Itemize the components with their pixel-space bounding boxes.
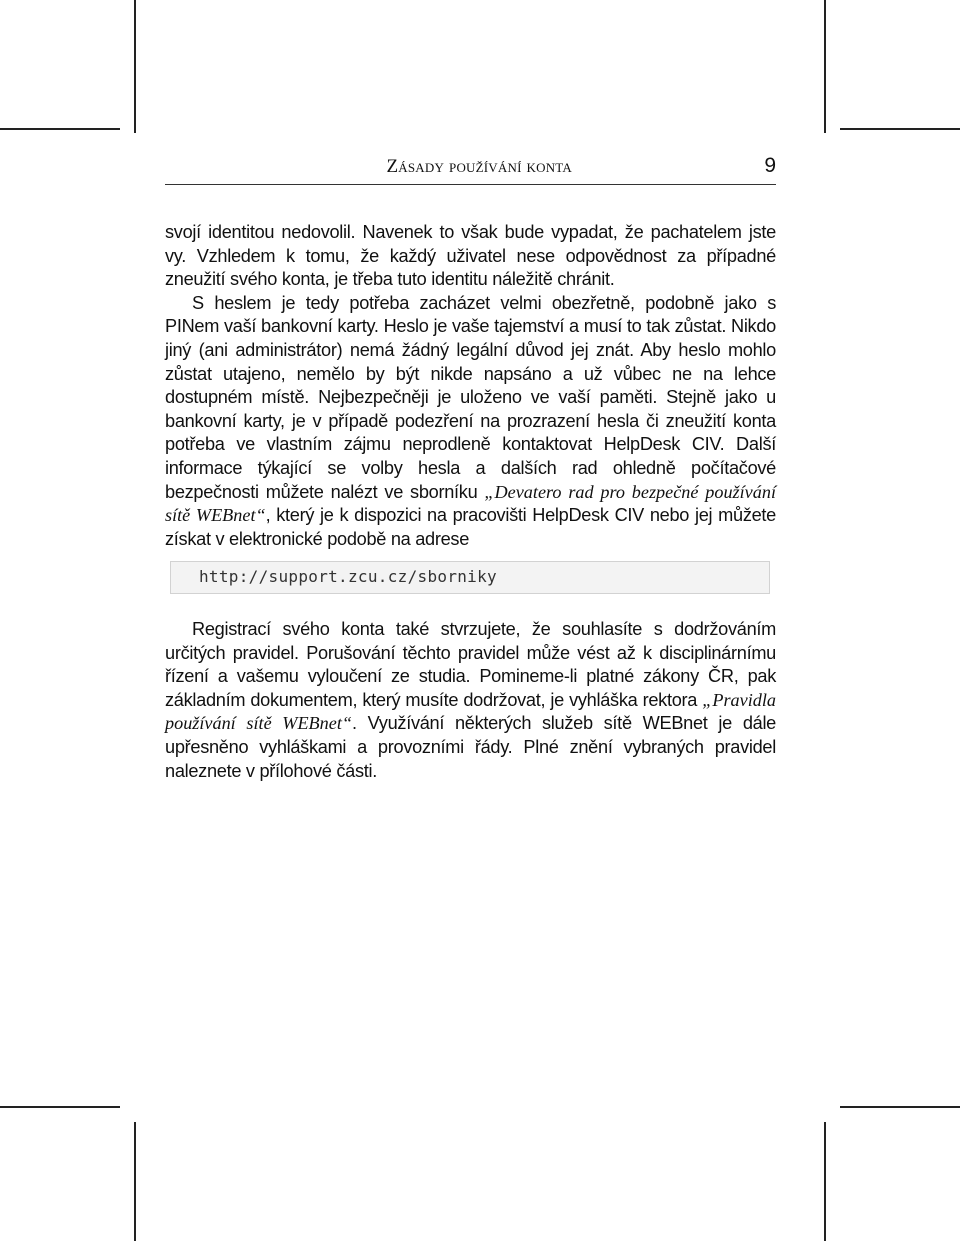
paragraph-3-text-end: . Využívání některých služeb sítě WEBnet je dále upřesněno vyhláškami a provozními řády. Plné znění vybraných pravidel naleznete v přílohové části. bbox=[165, 713, 776, 781]
running-head: Zásady používání konta bbox=[386, 156, 572, 177]
crop-mark-bottom-right bbox=[824, 1122, 826, 1241]
paragraph-2-text: S heslem je tedy potřeba zacházet velmi obezřetně, podobně jako s PINem vaší bankovní karty. Heslo je vaše tajemství a musí to tak zůstat. Nikdo jiný (ani administrátor) nemá žádný legální důvod jej znát. Aby heslo mohlo zůstat utajeno, nemělo by být nikde napsáno a už vůbec ne na lehce dostupném místě. Nejbezpečněji je uloženo ve vaší paměti. Stejně jako u bankovní karty, je v případě podezření na prozrazení hesla či zneužití konta potřeba ve vlastním zájmu neprodleně kontaktovat HelpDesk CIV. Další informace týkající se volby hesla a dalších rad ohledně počítačové bezpečnosti můžete nalézt ve sborníku bbox=[165, 292, 776, 502]
page-number: 9 bbox=[764, 154, 776, 177]
regulation-title: „Pravidla používání sítě WEBnet“ bbox=[165, 689, 776, 734]
paragraph-1: svojí identitou nedovolil. Navenek to však bude vypadat, že pachatelem jste vy. Vzhledem k tomu, že každý uživatel nese odpovědnost za případné zneužití svého konta, je třeba tuto identitu náležitě chránit. bbox=[165, 222, 776, 290]
url-box bbox=[170, 561, 770, 594]
body-text-upper bbox=[165, 221, 776, 551]
paragraph-3-text: Registrací svého konta také stvrzujete, že souhlasíte s dodržováním určitých pravidel. Porušování těchto pravidel může vést až k disciplinárnímu řízení a vašemu vyloučení ze studia. Pomineme-li platné zákony ČR, pak základním dokumentem, který musíte dodržovat, je vyhláška rektora bbox=[165, 619, 776, 710]
paragraph-2 bbox=[165, 292, 776, 552]
crop-mark-top-right bbox=[824, 0, 826, 133]
booklet-title: „Devatero rad pro bezpečné používání sítě WEBnet“ bbox=[165, 481, 776, 526]
paragraph-2-text-end: , který je k dispozici na pracovišti HelpDesk CIV nebo jej můžete získat v elektronické podobě na adrese bbox=[165, 505, 776, 549]
crop-mark-bottom-left bbox=[134, 1122, 136, 1241]
crop-mark-top-left bbox=[134, 0, 136, 133]
body-text-lower bbox=[165, 618, 776, 783]
paragraph-3 bbox=[165, 618, 776, 783]
crop-mark-bottom-right-horizontal bbox=[840, 1106, 960, 1108]
page-header bbox=[165, 150, 776, 185]
support-url-link[interactable]: http://support.zcu.cz/sborniky bbox=[199, 567, 497, 586]
crop-mark-bottom-left-horizontal bbox=[0, 1106, 120, 1108]
crop-mark-top-left-horizontal bbox=[0, 128, 120, 130]
crop-mark-top-right-horizontal bbox=[840, 128, 960, 130]
